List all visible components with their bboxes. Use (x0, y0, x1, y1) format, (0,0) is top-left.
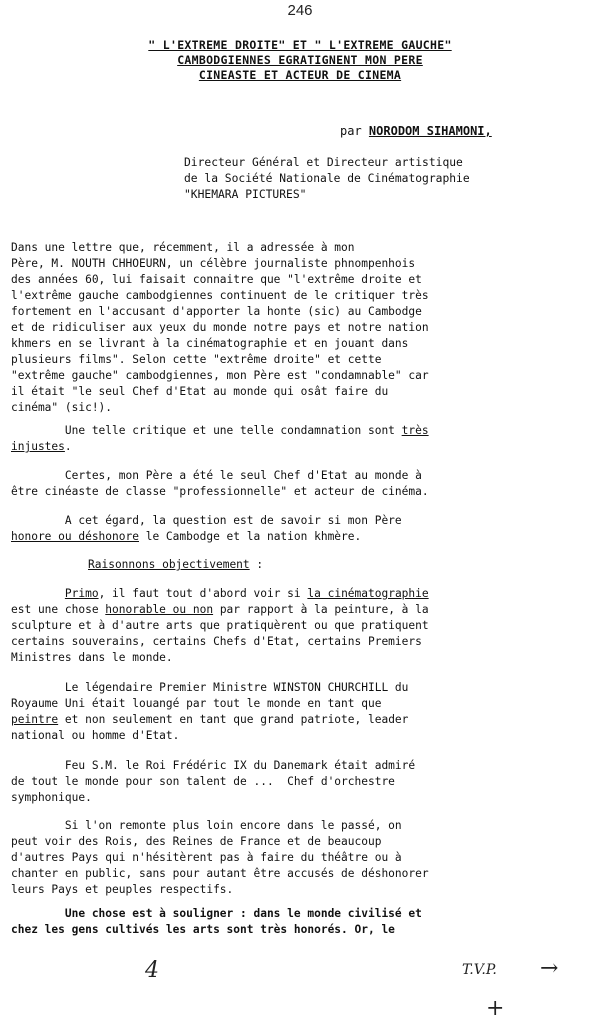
text-line: et de ridiculiser aux yeux du monde notre pays et notre nation (11, 321, 429, 334)
text-line: plusieurs films". Selon cette "extrême droite" et cette (11, 353, 382, 366)
text-run: est une chose (11, 603, 106, 616)
indent (11, 587, 65, 600)
paragraph-9 (11, 906, 586, 938)
text-line: khmers en se livrant à la cinématographie et en jouant dans (11, 337, 409, 350)
text-line: Certes, mon Père a été le seul Chef d'Etat au monde à (11, 469, 422, 482)
text-line: A cet égard, la question est de savoir si mon Père (11, 514, 402, 527)
paragraph-4 (11, 513, 586, 545)
text-line (11, 712, 586, 728)
text-line: "extrême gauche" cambodgiennes, mon Père est "condamnable" car (11, 369, 429, 382)
text-line: symphonique. (11, 791, 92, 804)
text-line: peut voir des Rois, des Reines de France et de beaucoup (11, 835, 382, 848)
text-line: l'extrême gauche cambodgiennes continuent de le critiquer très (11, 289, 429, 302)
underlined-word: très (401, 424, 429, 437)
text-line: d'autres Pays qui n'hésitèrent pas à faire du théâtre ou à (11, 851, 402, 864)
underlined-word: injustes (11, 440, 65, 453)
page-number: 246 (287, 2, 313, 19)
text-line: chez les gens cultivés les arts sont très honorés. Or, le (11, 923, 395, 936)
text-line: Si l'on remonte plus loin encore dans le passé, on (11, 819, 402, 832)
director-title-line-1: Directeur Général et Directeur artistique (184, 156, 463, 169)
text-line: Ministres dans le monde. (11, 651, 173, 664)
cinematographie-phrase: la cinématographie (307, 587, 429, 600)
primo-word: Primo (64, 587, 99, 600)
director-title-line-2: de la Société Nationale de Cinématographie (184, 172, 470, 185)
paragraph-5 (11, 586, 586, 666)
handwritten-mark-bottom: + (486, 996, 505, 1021)
byline (340, 124, 492, 138)
text-line: Royaume Uni était louangé par tout le monde en tant que (11, 697, 382, 710)
text-line: Feu S.M. le Roi Frédéric IX du Danemark était admiré (11, 759, 416, 772)
paragraph-1 (11, 240, 586, 416)
text-run: et non seulement en tant que grand patriote, leader (58, 713, 409, 726)
text-line (11, 423, 586, 439)
text-run: Une telle critique et une telle condamnation sont (11, 424, 402, 437)
text-run: par rapport à la peinture, à la (213, 603, 429, 616)
text-line: certains souverains, certains Chefs d'Etat, certains Premiers (11, 635, 422, 648)
paragraph-2 (11, 423, 586, 455)
text-line: être cinéaste de classe "professionnelle" et acteur de cinéma. (11, 485, 429, 498)
heading-text: Raisonnons objectivement (88, 558, 250, 571)
text-line: il était "le seul Chef d'Etat au monde qui osât faire du (11, 385, 389, 398)
title-line-2: CAMBODGIENNES EGRATIGNENT MON PERE (177, 53, 423, 67)
text-line (11, 529, 586, 545)
author-name: NORODOM SIHAMONI, (368, 124, 492, 138)
text-line: Une chose est à souligner : dans le monde civilisé et (11, 907, 422, 920)
text-run: , il faut tout d'abord voir si (98, 587, 308, 600)
text-line: des années 60, lui faisait connaitre que "l'extrême droite et (11, 273, 422, 286)
text-line: national ou homme d'Etat. (11, 729, 180, 742)
text-line: Père, M. NOUTH CHHOEURN, un célèbre journaliste phnompenhois (11, 257, 416, 270)
text-line (11, 602, 586, 618)
text-run: . (64, 440, 72, 453)
handwritten-mark-left: 4 (145, 958, 159, 983)
text-line: sculpture et à d'autre arts que pratiquèrent ou que pratiquent (11, 619, 429, 632)
text-line: de tout le monde pour son talent de ... Chef d'orchestre (11, 775, 395, 788)
director-title-line-3: "KHEMARA PICTURES" (184, 188, 307, 201)
paragraph-7 (11, 758, 586, 806)
honorable-phrase: honorable ou non (105, 603, 214, 616)
byline-prefix: par (340, 124, 362, 138)
section-heading (88, 557, 263, 573)
title-line-3: CINEASTE ET ACTEUR DE CINEMA (198, 68, 402, 82)
text-line (11, 586, 586, 602)
paragraph-6 (11, 680, 586, 744)
handwritten-arrow-icon: → (540, 956, 559, 981)
paragraph-3 (11, 468, 586, 500)
text-line: cinéma" (sic!). (11, 401, 113, 414)
underlined-phrase: honore ou déshonore (11, 530, 139, 543)
text-line (11, 439, 586, 455)
handwritten-initials: T.V.P. (462, 962, 497, 978)
text-line: leurs Pays et peuples respectifs. (11, 883, 234, 896)
peintre-word: peintre (11, 713, 59, 726)
title-line-1: " L'EXTREME DROITE" ET " L'EXTREME GAUCHE" (148, 38, 452, 52)
text-line: Le légendaire Premier Ministre WINSTON CHURCHILL du (11, 681, 409, 694)
paragraph-8 (11, 818, 586, 898)
text-run: le Cambodge et la nation khmère. (138, 530, 362, 543)
text-line: chanter en public, sans pour autant être accusés de déshonorer (11, 867, 429, 880)
heading-colon: : (249, 558, 264, 571)
text-line: fortement en l'accusant d'apporter la honte (sic) au Cambodge (11, 305, 422, 318)
text-line: Dans une lettre que, récemment, il a adressée à mon (11, 241, 355, 254)
